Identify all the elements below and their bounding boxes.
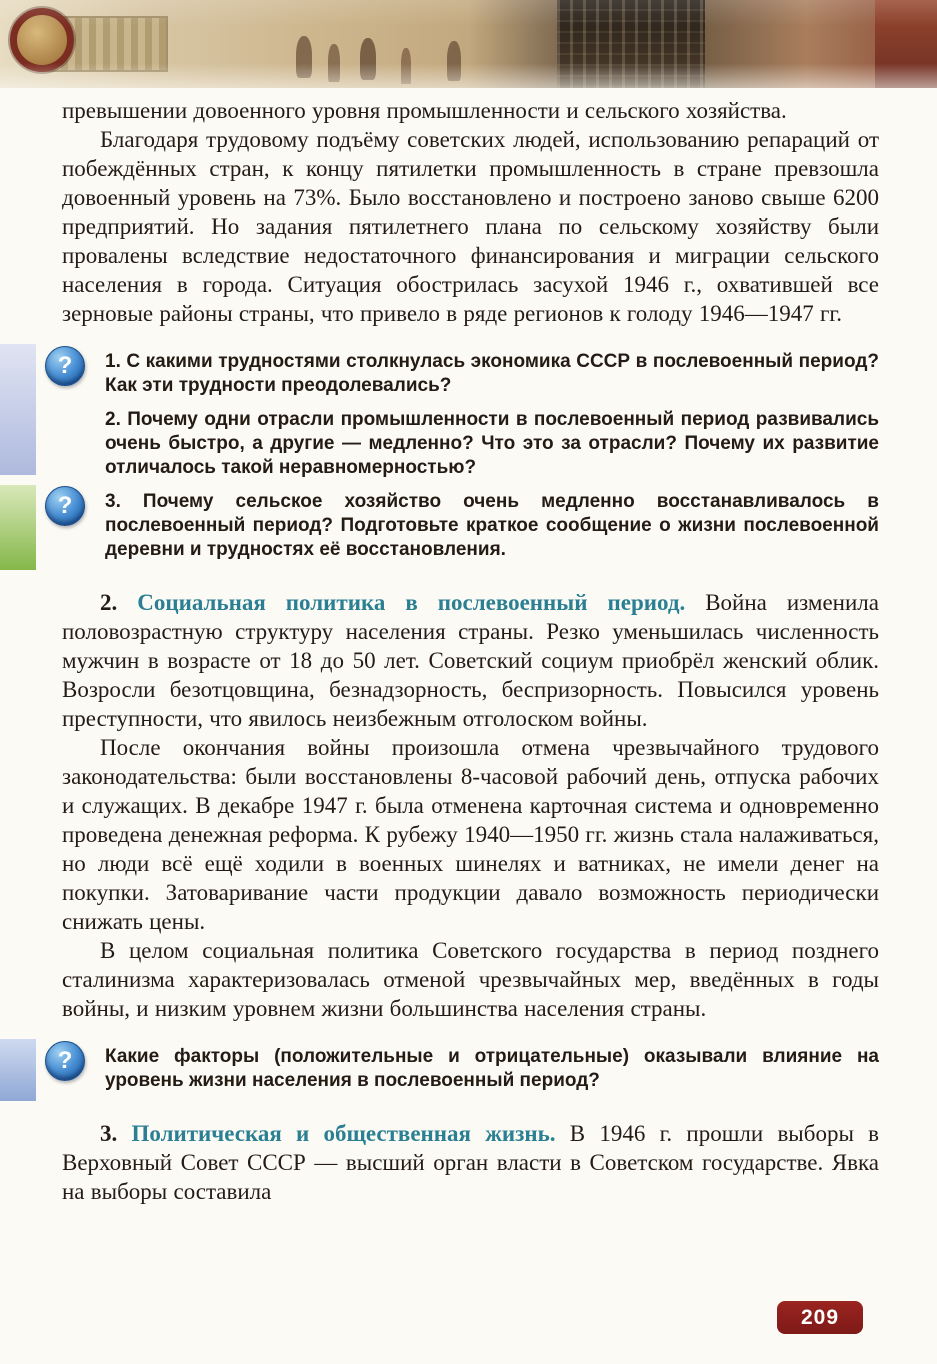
margin-strip-green [0,485,36,570]
page-content [0,88,937,1206]
section-3-paragraph [62,1119,879,1206]
question-text: 3. Почему сельское хозяйство очень медленно восстанавливалось в послевоенный период? Подготовьте краткое сообщение о жизни послевоенной деревни и трудностях её восстановления. [105,491,879,560]
workers-silhouettes-image [296,36,312,78]
building-photo [557,0,705,88]
question-mark-icon: ? [45,486,85,526]
question-mark-icon: ? [45,1041,85,1081]
paragraph-continuation: превышении довоенного уровня промышленности и сельского хозяйства. [62,98,787,123]
header-collage-image [0,0,937,88]
questions-block-1 [57,350,879,562]
question-text: Какие факторы (положительные и отрицательные) оказывали влияние на уровень жизни населения в послевоенный период? [105,1046,879,1091]
question-item [57,350,879,398]
margin-strip-lavender [0,344,36,475]
section-2-paragraph [62,588,879,733]
question-item [57,1045,879,1093]
section-2-text: Война изменила половозрастную структуру населения страны. Резко уменьшилась численность мужчин в возрасте от 18 до 50 лет. Советский социум приобрёл женский облик. Возросли безотцовщина, безнадзорность, беспризорность. Повысился уровень преступности, что явилось неизбежным отголоском войны. [62,590,879,731]
paragraph: После окончания войны произошла отмена чрезвычайного трудового законодательства: были восстановлены 8-часовой рабочий день, отпуска рабочих и служащих. В декабре 1947 г. была отменена карточная система и одновременно проведена денежная реформа. К рубежу 1940—1950 гг. жизнь стала налаживаться, но люди всё ещё ходили в военных шинелях и ватниках, не имели денег на покупки. Затоваривание части продукции давало возможность периодически снижать цены. [62,735,879,934]
question-text: 1. С какими трудностями столкнулась экономика СССР в послевоенный период? Как эти трудности преодолевались? [105,351,879,396]
paragraph: В целом социальная политика Советского государства в период позднего сталинизма характеризовалась отменой чрезвычайных мер, введённых в годы войны, и низким уровнем жизни большинства населения страны. [62,938,879,1021]
margin-strip-blue [0,1039,36,1101]
section-2-heading: Социальная политика в послевоенный период. [137,590,686,615]
section-3-number: 3. [100,1121,118,1146]
red-flag-image [875,0,937,88]
page-number-badge: 209 [777,1301,863,1334]
section-2-number: 2. [100,590,118,615]
question-text: 2. Почему одни отрасли промышленности в послевоенный период развивались очень быстро, а другие — медленно? Что это за отрасли? Почему их развитие отличалось такой неравномерностью? [105,409,879,478]
questions-block-2 [57,1045,879,1093]
paragraph: Благодаря трудовому подъёму советских людей, использованию репараций от побеждённых стран, к концу пятилетки промышленность в стране превзошла довоенный уровень на 73%. Было восстановлено и построено заново свыше 6200 предприятий. Но задания пятилетнего плана по сельскому хозяйству были провалены вследствие недостаточного финансирования и миграции сельского населения в города. Ситуация обострилась засухой 1946 г., охватившей все зерновые районы страны, что привело в ряде регионов к голоду 1946—1947 гг. [62,127,879,326]
coin-medal-image [10,8,74,72]
section-3-text: В 1946 г. прошли выборы в Верховный Совет СССР — высший орган власти в Советском государстве. Явка на выборы составила [62,1121,880,1204]
question-item [57,490,879,562]
question-mark-icon: ? [45,346,85,386]
section-3-heading: Политическая и общественная жизнь. [131,1121,556,1146]
banknote-image [38,16,168,72]
question-item [105,408,879,480]
